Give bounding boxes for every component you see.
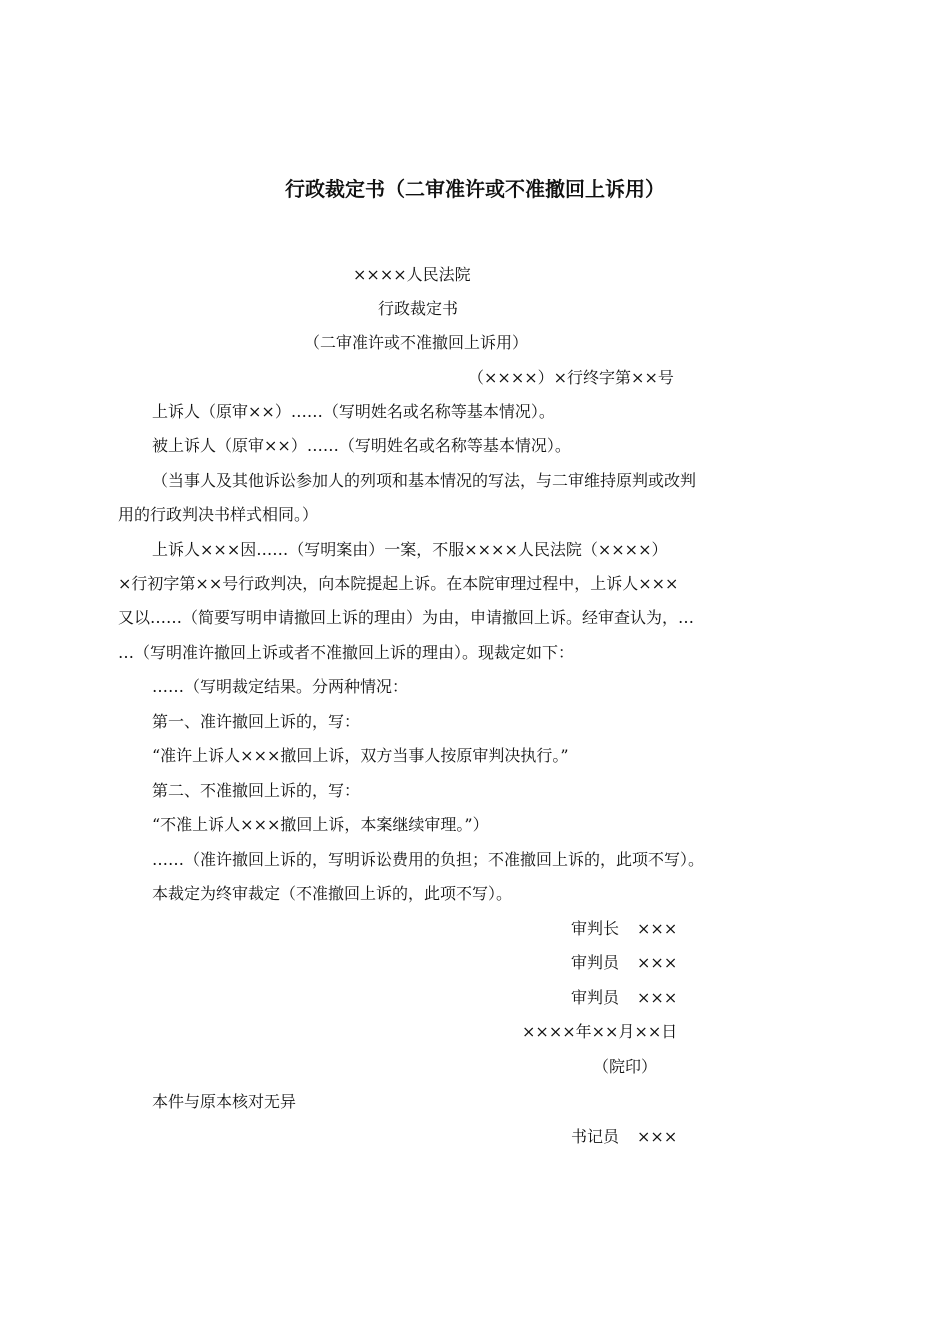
signature-name: ××× — [637, 988, 678, 1007]
body-line: “准许上诉人×××撤回上诉，双方当事人按原审判决执行。” — [152, 746, 569, 765]
signature-name: ××× — [637, 919, 678, 938]
body-line: 本裁定为终审裁定（不准撤回上诉的，此项不写）。 — [152, 884, 513, 903]
body-line: ×行初字第××号行政判决，向本院提起上诉。在本院审理过程中，上诉人××× — [118, 574, 679, 593]
document-type: 行政裁定书 — [378, 299, 459, 318]
court-name: ××××人民法院 — [353, 265, 471, 284]
document-date: ××××年××月××日 — [522, 1022, 678, 1041]
signature-role: 审判员 — [571, 953, 620, 972]
signature-line — [571, 988, 677, 1008]
signature-role: 审判员 — [571, 988, 620, 1007]
document-subtitle: （二审准许或不准撤回上诉用） — [304, 333, 529, 352]
signature-role: 审判长 — [571, 919, 620, 938]
body-line: 第一、准许撤回上诉的，写： — [152, 712, 361, 731]
signature-name: ××× — [637, 953, 678, 972]
verification-note: 本件与原本核对无异 — [152, 1092, 297, 1111]
court-seal: （院印） — [593, 1057, 658, 1076]
body-line: 被上诉人（原审××）……（写明姓名或名称等基本情况）。 — [152, 436, 571, 455]
body-line: …（写明准许撤回上诉或者不准撤回上诉的理由）。现裁定如下： — [118, 643, 575, 662]
document-title: 行政裁定书（二审准许或不准撤回上诉用） — [285, 177, 665, 201]
body-line: “不准上诉人×××撤回上诉，本案继续审理。”） — [152, 815, 489, 834]
body-line: ……（准许撤回上诉的，写明诉讼费用的负担；不准撤回上诉的，此项不写）。 — [152, 850, 705, 869]
body-line: 上诉人×××因……（写明案由）一案，不服××××人民法院（××××） — [152, 540, 668, 559]
body-line: ……（写明裁定结果。分两种情况： — [152, 677, 409, 696]
signature-line — [571, 953, 677, 973]
clerk-role: 书记员 — [571, 1127, 620, 1146]
body-line: 用的行政判决书样式相同。） — [118, 505, 319, 524]
clerk-name: ××× — [637, 1127, 678, 1146]
body-line: 上诉人（原审××）……（写明姓名或名称等基本情况）。 — [152, 402, 555, 421]
body-line: （当事人及其他诉讼参加人的列项和基本情况的写法，与二审维持原判或改判 — [152, 471, 697, 490]
clerk-line — [571, 1127, 677, 1147]
signature-line — [571, 919, 677, 939]
body-line: 又以……（简要写明申请撤回上诉的理由）为由，申请撤回上诉。经审查认为，… — [118, 608, 695, 627]
body-line: 第二、不准撤回上诉的，写： — [152, 781, 361, 800]
case-number: （××××）×行终字第××号 — [468, 368, 674, 387]
